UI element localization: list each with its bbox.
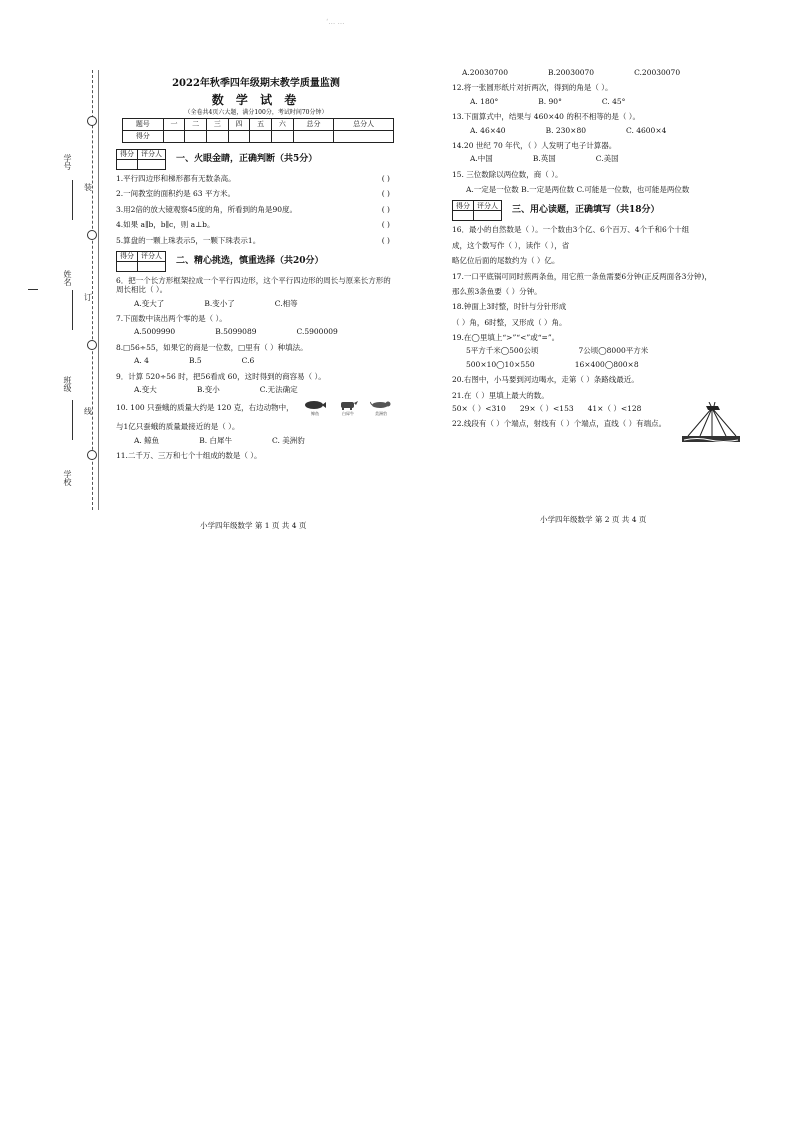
question-1 — [116, 174, 396, 183]
question-13: 13.下面算式中，结果与 460×40 的积不相等的是（ ）。 — [452, 112, 640, 122]
question-13-options — [470, 126, 752, 135]
question-14: 14.20 世纪 70 年代，（ ）人发明了电子计算器。 — [452, 140, 617, 150]
question-11-options — [462, 68, 752, 77]
grader-score-cell[interactable] — [453, 211, 474, 221]
score-header: 三 — [206, 119, 228, 131]
question-17-line2: 那么煎3条鱼要（ ）分钟。 — [452, 286, 542, 296]
section-title: 三、用心读题，正确填写（共18分） — [512, 205, 660, 216]
fill-item[interactable]: 50×（ ）<310 — [452, 403, 506, 413]
option-a[interactable]: A.变大 — [134, 384, 157, 394]
grader-name-label: 评分人 — [474, 201, 502, 211]
option-c[interactable]: C. 美洲豹 — [271, 435, 305, 445]
score-cell[interactable] — [163, 131, 185, 143]
question-10-options — [134, 436, 396, 445]
answer-paren[interactable]: ( ) — [381, 204, 390, 214]
question-9: 9．计算 520÷56 时，把56看成 60，这时得到的商容易（ ）。 — [116, 371, 326, 381]
question-12: 12.将一张圆形纸片对折两次，得到的角是（ ）。 — [452, 83, 613, 93]
school-label: 学校 — [63, 470, 72, 486]
option-a[interactable]: A.变大了 — [134, 298, 165, 308]
exam-page-1 — [116, 78, 396, 466]
exam-title: 2022年秋季四年级期末教学质量监测 — [172, 78, 340, 89]
score-cell[interactable] — [272, 131, 294, 143]
exam-subtitle: 数 学 试 卷 — [211, 92, 301, 107]
binding-word-xian: 线 — [84, 407, 92, 416]
binding-word-zhuang: 装 — [84, 183, 92, 192]
compare-item[interactable]: 7公顷◯8000平方米 — [578, 346, 649, 356]
score-cell[interactable] — [250, 131, 272, 143]
option-c[interactable]: C.无法确定 — [259, 384, 298, 394]
grader-score-cell[interactable] — [117, 261, 138, 271]
score-header: 总分 — [293, 119, 334, 131]
question-20: 20.右图中，小马要到河边喝水，走第（ ）条路线最近。 — [452, 375, 639, 385]
option-a[interactable]: A.5009990 — [134, 327, 176, 337]
page-2-footer: 小学四年级数学 第 2 页 共 4 页 — [540, 515, 647, 524]
fill-item[interactable]: 41×（ ）<128 — [587, 403, 642, 413]
option-b[interactable]: B.变小 — [196, 384, 220, 394]
question-18: 18.钟面上3时整，时针与分针形成 — [452, 302, 567, 312]
binding-word-ding: 订 — [84, 293, 92, 302]
rhino-icon: 白犀牛 — [338, 400, 358, 416]
section-3-header — [452, 200, 752, 221]
student-id-blank[interactable] — [72, 180, 73, 220]
section-title: 一、火眼金睛，正确判断（共5分） — [176, 153, 318, 164]
grader-box — [116, 149, 166, 170]
exam-page-2 — [452, 70, 752, 435]
option-b[interactable]: B. 90° — [538, 96, 562, 106]
option-b[interactable]: B.变小了 — [204, 298, 235, 308]
compare-item[interactable]: 500×10◯10×550 — [466, 359, 535, 369]
class-label: 班级 — [63, 376, 72, 392]
option-b[interactable]: B.英国 — [532, 154, 556, 164]
animal-pictures — [304, 400, 392, 416]
question-text: 5.算盘的一颗上珠表示5，一颗下珠表示1。 — [116, 235, 261, 245]
margin-tick — [28, 289, 38, 290]
option-c[interactable]: C.美国 — [595, 154, 619, 164]
horse-river-picture — [682, 402, 740, 444]
question-8: 8.□56÷55，如果它的商是一位数，□里有（ ）种填法。 — [116, 342, 308, 352]
answer-paren[interactable]: ( ) — [381, 174, 390, 183]
name-label: 姓名 — [63, 270, 72, 286]
jaguar-icon: 美洲豹 — [370, 400, 392, 416]
question-8-options — [134, 356, 396, 365]
question-6-options — [134, 299, 396, 308]
option-b[interactable]: B.5099089 — [215, 327, 257, 337]
compare-item[interactable]: 5平方千米◯500公顷 — [466, 346, 539, 356]
binding-hole — [87, 230, 97, 240]
score-row-label: 得分 — [123, 131, 164, 143]
question-2 — [116, 189, 396, 198]
grader-name-label: 评分人 — [138, 150, 166, 160]
option-c[interactable]: C.6 — [241, 356, 255, 366]
option-c[interactable]: C.相等 — [274, 298, 298, 308]
option-a[interactable]: A. 180° — [470, 96, 499, 106]
class-blank[interactable] — [72, 400, 73, 440]
question-12-options — [470, 97, 752, 106]
question-11: 11.二千万、三万和七个十组成的数是（ ）。 — [116, 451, 262, 460]
grader-name-cell[interactable] — [474, 211, 502, 221]
student-id-label: 学号 — [63, 154, 72, 170]
binding-hole — [87, 340, 97, 350]
section-2-header — [116, 251, 396, 272]
score-header: 二 — [185, 119, 207, 131]
grader-score-cell[interactable] — [117, 160, 138, 170]
score-table — [122, 118, 394, 143]
question-5 — [116, 236, 396, 245]
question-text: 10. 100 只蚕蛾的质量大约是 120 克，右边动物中， — [116, 403, 294, 413]
question-10 — [116, 400, 396, 416]
option-b[interactable]: B.5 — [188, 356, 202, 366]
question-19-row2 — [466, 360, 752, 369]
grader-score-label: 得分 — [453, 201, 474, 211]
section-title: 二、精心挑选，慎重选择（共20分） — [176, 255, 324, 266]
question-15: 15. 三位数除以两位数，商（ ）。 — [452, 169, 563, 179]
section-1-header — [116, 149, 396, 170]
score-cell[interactable] — [293, 131, 334, 143]
option-a[interactable]: A.中国 — [470, 154, 493, 164]
option-a[interactable]: A. 4 — [134, 356, 149, 366]
binding-hole — [87, 450, 97, 460]
score-cell[interactable] — [334, 131, 394, 143]
question-7-options — [134, 327, 396, 336]
answer-paren[interactable]: ( ) — [381, 189, 390, 199]
whale-icon: 鲸鱼 — [304, 400, 326, 416]
question-14-options — [470, 154, 752, 163]
question-text: 2.一间教室的面积约是 63 平方米。 — [116, 189, 235, 199]
score-header: 总分人 — [334, 119, 394, 131]
score-cell[interactable] — [185, 131, 207, 143]
question-10-line2: 与1亿只蚕蛾的质量最接近的是（ ）。 — [116, 422, 240, 432]
question-text: 3.用2倍的放大镜观察45度的角，所看到的角是90度。 — [116, 204, 298, 214]
question-6: 6．把一个长方形框架拉成一个平行四边形，这个平行四边形的周长与原来长方形的周长相比（ ）。 — [116, 275, 391, 295]
grader-name-label: 评分人 — [138, 251, 166, 261]
answer-paren[interactable]: ( ) — [381, 235, 390, 245]
question-18-line2: （ ）角，6时整，又形成（ ）角。 — [452, 317, 567, 327]
option-c[interactable]: C. 45° — [601, 96, 626, 106]
question-22: 22.线段有（ ）个端点，射线有（ ）个端点，直线（ ）有端点。 — [452, 419, 667, 429]
question-19: 19.在◯里填上“>”“<”或“=”。 — [452, 333, 560, 342]
exam-note: （全卷共4页六大题，满分100分，考试时间70分钟） — [184, 108, 328, 116]
question-19-row1 — [466, 346, 752, 355]
question-text: 4.如果 a∥b，b∥c，则 a⊥b。 — [116, 220, 215, 230]
score-cell[interactable] — [206, 131, 228, 143]
question-17: 17.一口平底锅可同时煎两条鱼，用它煎一条鱼需要6分钟(正反两面各3分钟)， — [452, 271, 712, 281]
name-blank[interactable] — [72, 290, 73, 330]
question-text: 1.平行四边形和梯形都有无数条高。 — [116, 174, 236, 183]
grader-name-cell[interactable] — [138, 261, 166, 271]
question-4 — [116, 220, 396, 229]
fill-item[interactable]: 29×（ ）<153 — [519, 403, 574, 413]
question-21: 21.在（ ）里填上最大的数。 — [452, 390, 549, 400]
option-c[interactable]: C.5900009 — [296, 327, 338, 337]
question-7: 7.下面数中读出两个零的是（ ）。 — [116, 314, 227, 323]
score-header: 一 — [163, 119, 185, 131]
grader-box — [116, 251, 166, 272]
grader-score-label: 得分 — [117, 150, 138, 160]
question-16-line2: 成，这个数写作（ ），读作（ ），省 — [452, 240, 570, 250]
compare-item[interactable]: 16×400◯800×8 — [574, 359, 639, 369]
answer-paren[interactable]: ( ) — [381, 220, 390, 230]
option-a[interactable]: A.20030700 — [462, 68, 508, 77]
question-16-line3: 略亿位后面的尾数约为（ ）亿。 — [452, 256, 560, 266]
binding-dashed-line — [92, 70, 93, 510]
question-3 — [116, 205, 396, 214]
option-c[interactable]: C.20030070 — [634, 68, 681, 77]
option-b[interactable]: B. 白犀牛 — [199, 435, 232, 445]
score-header: 四 — [228, 119, 250, 131]
page-1-footer: 小学四年级数学 第 1 页 共 4 页 — [200, 521, 307, 530]
option-c[interactable]: C. 4600×4 — [626, 125, 667, 135]
option-a[interactable]: A. 46×40 — [470, 125, 506, 135]
score-cell[interactable] — [228, 131, 250, 143]
option-b[interactable]: B.20030070 — [547, 68, 595, 77]
binding-solid-line — [98, 70, 99, 510]
question-16: 16．最小的自然数是（ ）。一个数由3个亿、6个百万、4个千和6个十组 — [452, 225, 690, 235]
scan-mark: ‘… … — [326, 18, 345, 26]
option-b[interactable]: B. 230×80 — [545, 125, 586, 135]
score-header: 五 — [250, 119, 272, 131]
option-a[interactable]: A. 鲸鱼 — [134, 435, 160, 445]
question-15-options[interactable]: A.一定是一位数 B.一定是两位数 C.可能是一位数，也可能是两位数 — [466, 185, 690, 194]
score-header: 六 — [272, 119, 294, 131]
grader-score-label: 得分 — [117, 251, 138, 261]
question-9-options — [134, 385, 396, 394]
grader-box — [452, 200, 502, 221]
binding-hole — [87, 116, 97, 126]
grader-name-cell[interactable] — [138, 160, 166, 170]
score-header: 题号 — [123, 119, 164, 131]
